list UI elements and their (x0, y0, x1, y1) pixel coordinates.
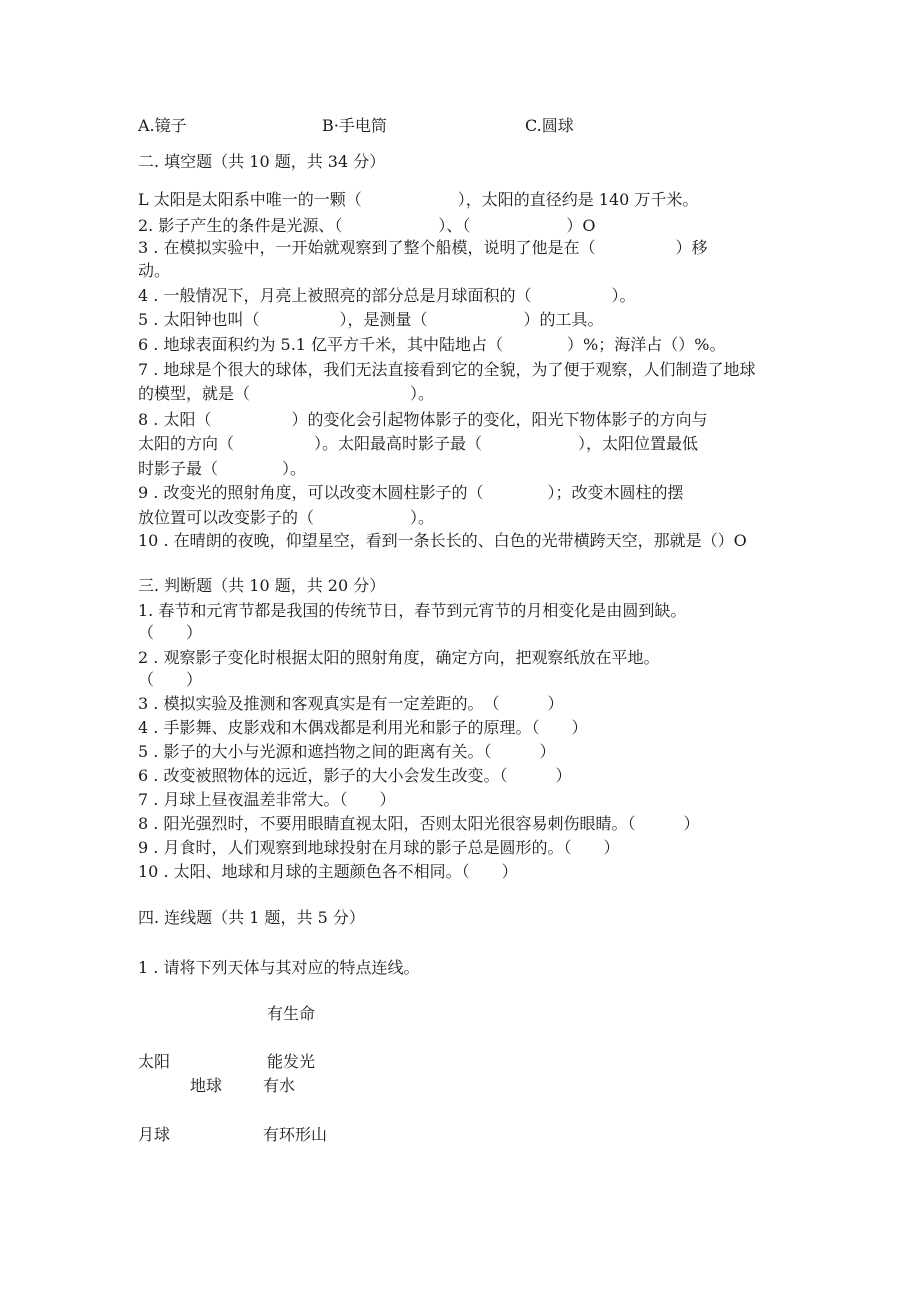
option-a: A.镜子 (138, 116, 187, 135)
feature-water: 有水 (263, 1076, 296, 1095)
fill-line-1: L 太阳是太阳系中唯一的一颗（ ），太阳的直径约是 140 万千米。 (138, 190, 699, 209)
judge-line-4: （ ） (138, 670, 203, 689)
judge-line-9: 7 . 月球上昼夜温差非常大。（ ） (138, 790, 396, 809)
match-question: 1 . 请将下列天体与其对应的特点连线。 (138, 958, 420, 977)
fill-line-14: 放位置可以改变影子的（ ）。 (138, 508, 435, 527)
option-c: C.圆球 (525, 116, 574, 135)
judge-line-6: 4 . 手影舞、皮影戏和木偶戏都是利用光和影子的原理。（ ） (138, 718, 588, 737)
judge-line-1: 1. 春节和元宵节都是我国的传统节日，春节到元宵节的月相变化是由圆到缺。 (138, 601, 687, 620)
fill-heading: 二. 填空题（共 10 题，共 34 分） (138, 152, 386, 171)
fill-line-4: 动。 (138, 261, 171, 280)
judge-line-8: 6 . 改变被照物体的远近，影子的大小会发生改变。（ ） (138, 766, 572, 785)
fill-line-9: 的模型，就是（ ）。 (138, 384, 435, 403)
feature-life: 有生命 (267, 1004, 316, 1023)
fill-line-6: 5 . 太阳钟也叫（ ），是测量（ ）的工具。 (138, 310, 604, 329)
fill-line-15: 10 . 在晴朗的夜晚，仰望星空，看到一条长长的、白色的光带横跨天空，那就是（）O (138, 531, 747, 550)
judge-heading: 三. 判断题（共 10 题，共 20 分） (138, 576, 386, 595)
option-b: B·手电筒 (322, 116, 387, 135)
judge-line-11: 9 . 月食时，人们观察到地球投射在月球的影子总是圆形的。（ ） (138, 838, 620, 857)
fill-line-7: 6 . 地球表面积约为 5.1 亿平方千米，其中陆地占（ ）%；海洋占（）%。 (138, 335, 726, 354)
feature-craters: 有环形山 (263, 1125, 328, 1144)
fill-line-13: 9 . 改变光的照射角度，可以改变木圆柱影子的（ ）；改变木圆柱的摆 (138, 483, 684, 502)
judge-line-2: （ ） (138, 623, 203, 642)
body-earth: 地球 (190, 1076, 223, 1095)
fill-line-11: 太阳的方向（ ）。太阳最高时影子最（ ），太阳位置最低 (138, 434, 699, 453)
body-sun: 太阳 (138, 1052, 171, 1071)
feature-light: 能发光 (267, 1052, 316, 1071)
judge-line-7: 5 . 影子的大小与光源和遮挡物之间的距离有关。（ ） (138, 742, 556, 761)
judge-line-3: 2 . 观察影子变化时根据太阳的照射角度，确定方向，把观察纸放在平地。 (138, 648, 660, 667)
fill-line-12: 时影子最（ ）。 (138, 459, 307, 478)
judge-line-12: 10 . 太阳、地球和月球的主题颜色各不相同。（ ） (138, 862, 518, 881)
body-moon: 月球 (138, 1125, 171, 1144)
judge-line-10: 8 . 阳光强烈时，不要用眼睛直视太阳，否则太阳光很容易刺伤眼睛。（ ） (138, 814, 700, 833)
fill-line-2: 2. 影子产生的条件是光源、（ ）、（ ）O (138, 216, 596, 235)
fill-line-5: 4 . 一般情况下，月亮上被照亮的部分总是月球面积的（ ）。 (138, 286, 636, 305)
fill-line-3: 3 . 在模拟实验中，一开始就观察到了整个船模，说明了他是在（ ）移 (138, 238, 708, 257)
match-heading: 四. 连线题（共 1 题，共 5 分） (138, 908, 365, 927)
fill-line-10: 8 . 太阳（ ）的变化会引起物体影子的变化，阳光下物体影子的方向与 (138, 410, 708, 429)
fill-line-8: 7 . 地球是个很大的球体，我们无法直接看到它的全貌，为了便于观察，人们制造了地球 (138, 360, 756, 379)
judge-line-5: 3 . 模拟实验及推测和客观真实是有一定差距的。 （ ） (138, 694, 564, 713)
